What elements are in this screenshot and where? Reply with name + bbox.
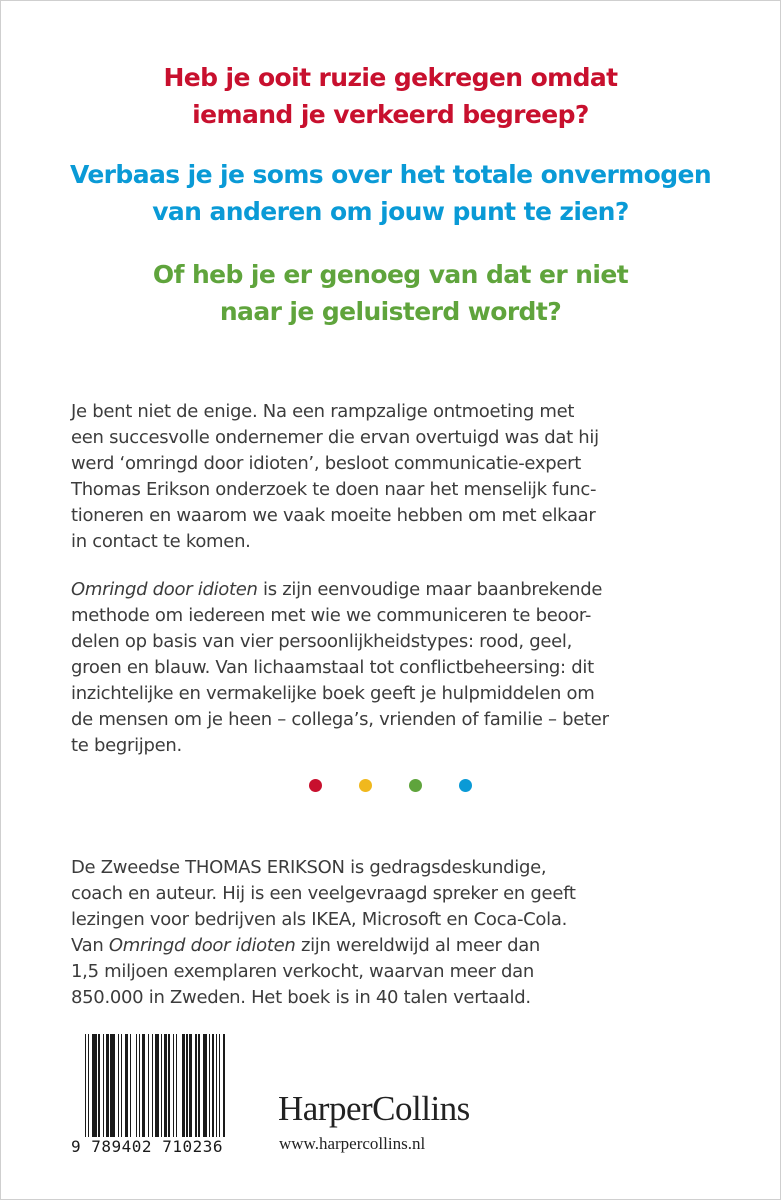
text-line: Je bent niet de enige. Na een rampzalige ontmoeting met	[71, 401, 575, 422]
publisher-logo: HarperCollins	[278, 1089, 470, 1128]
text-line: te begrijpen.	[71, 735, 182, 756]
book-title-italic: Omringd door idioten	[71, 579, 258, 600]
headline-red-line-1: Heb je ooit ruzie gekregen omdat	[163, 63, 618, 92]
green-dot-icon	[409, 779, 422, 792]
headline-blue-line-1: Verbaas je je soms over het totale onvermogen	[69, 160, 712, 189]
text-span: zijn wereldwijd al meer dan	[295, 935, 541, 956]
barcode-bars-icon	[85, 1034, 227, 1151]
text-line: methode om iedereen met wie we communiceren te beoor-	[71, 605, 592, 626]
text-line: 850.000 in Zweden. Het boek is in 40 talen vertaald.	[71, 987, 531, 1008]
text-line: Thomas Erikson onderzoek te doen naar het menselijk func-	[71, 479, 597, 500]
blurb-paragraph-2	[71, 577, 721, 759]
text-line: tioneren en waarom we vaak moeite hebben om met elkaar	[71, 505, 596, 526]
text-line: een succesvolle ondernemer die ervan overtuigd was dat hij	[71, 427, 599, 448]
text-line: de mensen om je heen – collega’s, vrienden of familie – beter	[71, 709, 609, 730]
headline-green-line-1: Of heb je er genoeg van dat er niet	[152, 260, 629, 289]
text-line: delen op basis van vier persoonlijkheidstypes: rood, geel,	[71, 631, 573, 652]
text-line: werd ‘omringd door idioten’, besloot communicatie-expert	[71, 453, 581, 474]
book-title-italic: Omringd door idioten	[108, 935, 296, 956]
headline-green	[1, 256, 780, 330]
isbn-barcode	[71, 1034, 231, 1154]
headline-red	[1, 59, 780, 133]
color-dots	[1, 779, 780, 792]
text-line: in contact te komen.	[71, 531, 251, 552]
yellow-dot-icon	[359, 779, 372, 792]
text-line: inzichtelijke en vermakelijke boek geeft je hulpmiddelen om	[71, 683, 595, 704]
text-line	[71, 577, 721, 603]
headline-green-line-2: naar je geluisterd wordt?	[219, 297, 562, 326]
text-line: 1,5 miljoen exemplaren verkocht, waarvan meer dan	[71, 961, 534, 982]
headline-red-line-2: iemand je verkeerd begreep?	[192, 100, 589, 129]
text-span: is zijn eenvoudige maar baanbrekende	[257, 579, 603, 600]
text-line: groen en blauw. Van lichaamstaal tot conflictbeheersing: dit	[71, 657, 594, 678]
publisher-url: www.harpercollins.nl	[279, 1134, 426, 1153]
blurb-paragraph-1	[71, 399, 721, 555]
text-span: Van	[71, 935, 109, 956]
isbn-number: 9 789402 710236	[71, 1137, 223, 1156]
text-line	[71, 933, 721, 959]
blue-dot-icon	[459, 779, 472, 792]
author-bio-paragraph	[71, 855, 721, 1011]
red-dot-icon	[309, 779, 322, 792]
headline-blue	[1, 156, 780, 230]
text-line: coach en auteur. Hij is een veelgevraagd spreker en geeft	[71, 883, 576, 904]
headline-blue-line-2: van anderen om jouw punt te zien?	[152, 197, 629, 226]
text-line: De Zweedse THOMAS ERIKSON is gedragsdeskundige,	[71, 857, 547, 878]
text-line: lezingen voor bedrijven als IKEA, Microsoft en Coca-Cola.	[71, 909, 567, 930]
